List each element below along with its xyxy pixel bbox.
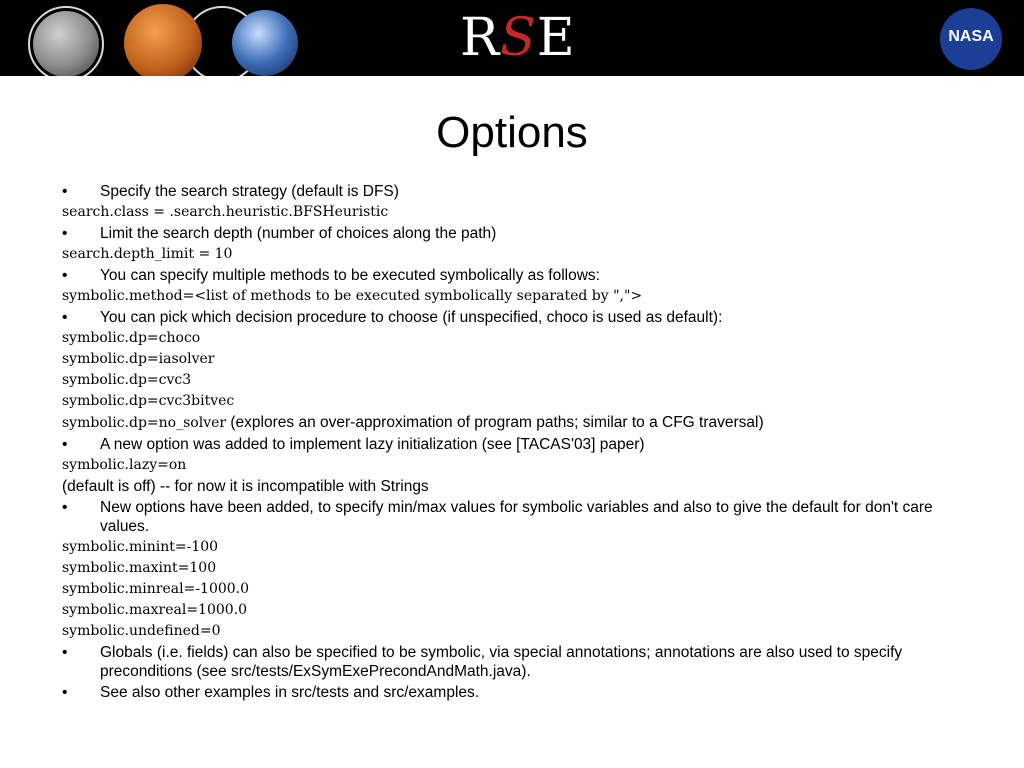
bullet-text: Limit the search depth (number of choices along the path) — [100, 225, 497, 242]
code-line: symbolic.undefined=0 — [62, 623, 221, 639]
page-title: Options — [436, 108, 588, 157]
bullet-text: New options have been added, to specify min/max values for symbolic variables and also to give the default for don't care values. — [100, 499, 933, 535]
bullet-marker: • — [62, 684, 68, 701]
bullet-marker: • — [62, 436, 68, 453]
bullet-marker: • — [62, 309, 68, 326]
code-line: symbolic.dp=cvc3 — [62, 372, 192, 388]
code-line: symbolic.dp=iasolver — [62, 351, 215, 367]
bullet-item — [62, 498, 962, 536]
bullet-marker: • — [62, 499, 68, 516]
code-line: symbolic.lazy=on — [62, 457, 187, 473]
earth-planet-icon — [232, 10, 298, 76]
nasa-logo — [940, 8, 1002, 70]
bullet-item — [62, 643, 962, 681]
code-line: symbolic.dp=cvc3bitvec — [62, 393, 235, 409]
bullet-item — [62, 683, 962, 702]
rse-logo: RSE — [460, 8, 576, 68]
code-line: symbolic.minreal=-1000.0 — [62, 581, 250, 597]
header-banner — [0, 0, 1024, 76]
bullet-text: You can specify multiple methods to be executed symbolically as follows: — [100, 267, 600, 284]
code-line: symbolic.minint=-100 — [62, 539, 219, 555]
bullet-item — [62, 182, 962, 201]
bullet-text: Globals (i.e. fields) can also be specified to be symbolic, via special annotations; annotations are also used to specify preconditions (see src/tests/ExSymExePrecondAndMath.java). — [100, 644, 903, 680]
bullet-item — [62, 224, 962, 243]
bullet-text: A new option was added to implement lazy initialization (see [TACAS'03] paper) — [100, 436, 645, 453]
code-line: symbolic.maxreal=1000.0 — [62, 602, 248, 618]
slide-content — [62, 182, 962, 704]
bullet-text: You can pick which decision procedure to choose (if unspecified, choco is used as default): — [100, 309, 723, 326]
code-snippet: symbolic.dp=no_solver — [62, 415, 227, 431]
bullet-text: See also other examples in src/tests and src/examples. — [100, 684, 480, 701]
mercury-planet-icon — [33, 11, 99, 76]
code-line: search.class = .search.heuristic.BFSHeuristic — [62, 204, 389, 220]
mars-planet-icon — [124, 4, 202, 76]
nasa-logo-text: NASA — [948, 28, 994, 45]
code-with-note — [62, 413, 962, 433]
code-line: symbolic.dp=choco — [62, 330, 201, 346]
bullet-marker: • — [62, 644, 68, 661]
bullet-marker: • — [62, 183, 68, 200]
bullet-text: Specify the search strategy (default is DFS) — [100, 183, 399, 200]
bullet-marker: • — [62, 267, 68, 284]
bullet-item — [62, 308, 962, 327]
code-line: symbolic.maxint=100 — [62, 560, 217, 576]
code-line: search.depth_limit = 10 — [62, 246, 233, 262]
code-line: symbolic.method=<list of methods to be executed symbolically separated by ","> — [62, 288, 643, 304]
bullet-item — [62, 266, 962, 285]
plain-text-line: (default is off) -- for now it is incompatible with Strings — [62, 478, 429, 495]
code-note: (explores an over-approximation of program paths; similar to a CFG traversal) — [226, 414, 764, 431]
bullet-marker: • — [62, 225, 68, 242]
bullet-item — [62, 435, 962, 454]
